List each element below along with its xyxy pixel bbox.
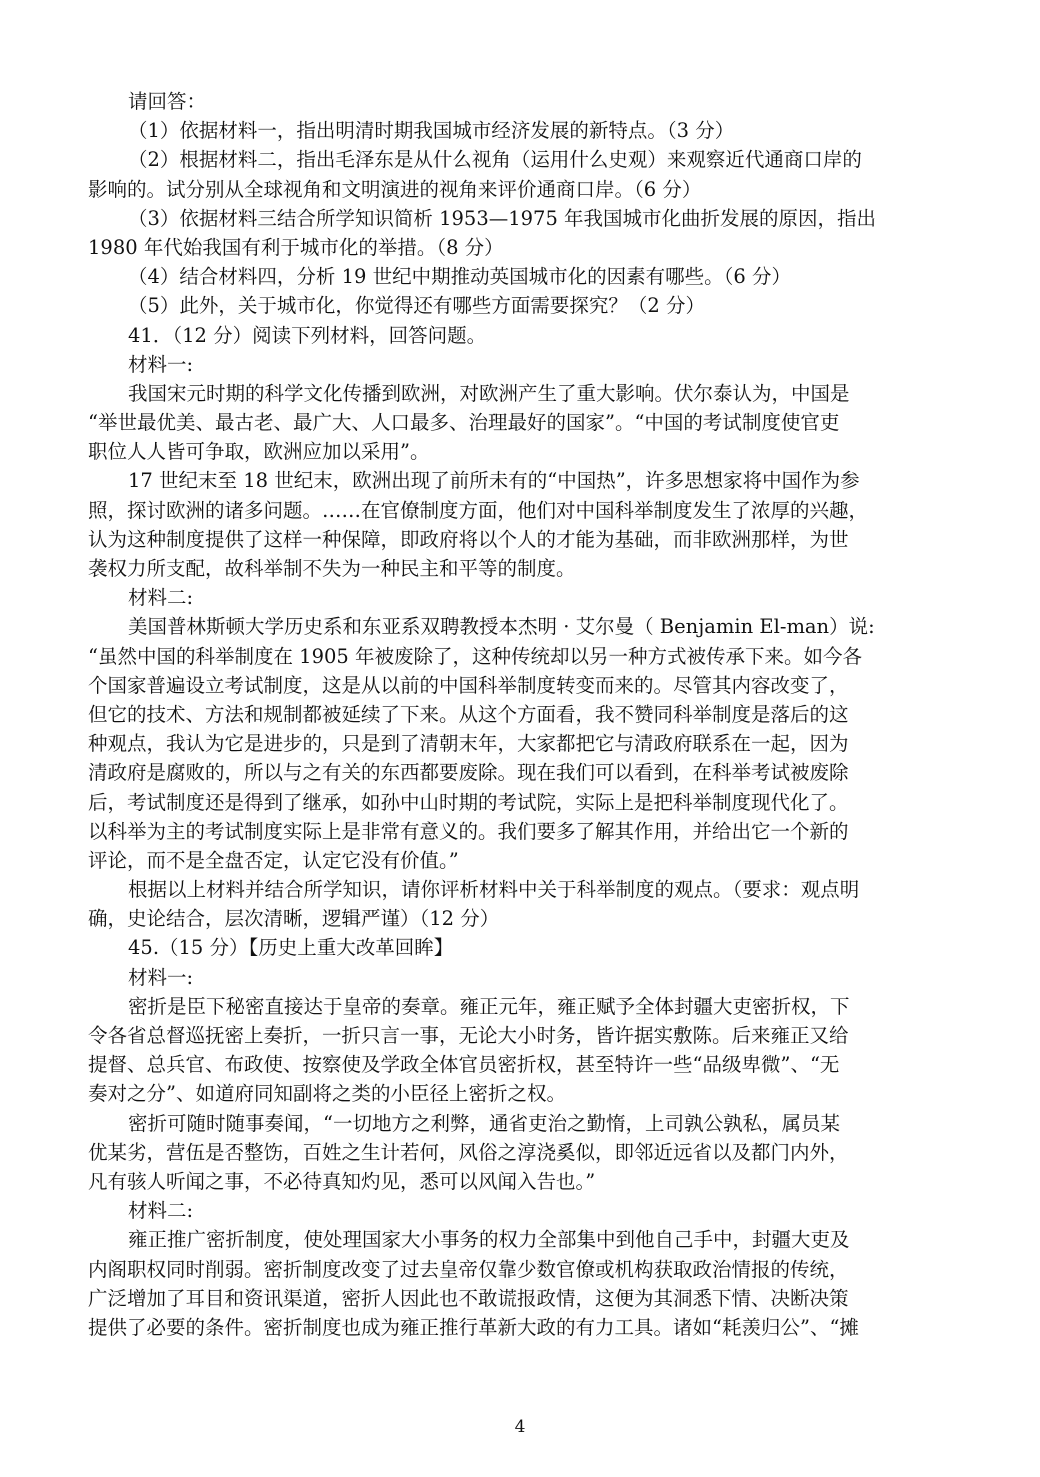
text-line: 令各省总督巡抚密上奏折，一折只言一事，无论大小时务，皆许据实敷陈。后来雍正又给 (88, 1024, 849, 1047)
text-line: 以科举为主的考试制度实际上是非常有意义的。我们要多了解其作用，并给出它一个新的 (88, 819, 849, 843)
text-line: “虽然中国的科举制度在 1905 年被废除了，这种传统却以另一种方式被传承下来。如今各 (88, 644, 862, 668)
text-line: 41．（12 分）阅读下列材料，回答问题。 (128, 323, 487, 347)
text-line: 提督、总兵官、布政使、按察使及学政全体官员密折权，甚至特许一些“品级卑微”、“无 (88, 1053, 840, 1077)
text-line: 评论，而不是全盘否定，认定它没有价值。” (88, 848, 459, 872)
text-line: 材料二: (128, 1199, 194, 1223)
text-line: “举世最优美、最古老、最广大、人口最多、治理最好的国家”。“中国的考试制度使官吏 (88, 411, 840, 435)
text-line: 奏对之分”、如道府同知副将之类的小臣径上密折之权。 (88, 1082, 566, 1106)
text-line: 材料一: (128, 352, 194, 376)
text-line: 凡有骇人听闻之事，不必待真知灼见，悉可以风闻入告也。” (88, 1169, 596, 1193)
text-line: 清政府是腐败的，所以与之有关的东西都要废除。现在我们可以看到，在科举考试被废除 (88, 761, 849, 785)
text-line: 我国宋元时期的科学文化传播到欧洲，对欧洲产生了重大影响。伏尔泰认为，中国是 (128, 381, 850, 405)
text-line: 内阁职权同时削弱。密折制度改变了过去皇帝仅靠少数官僚或机构获取政治情报的传统， (88, 1257, 849, 1281)
text-line: 确，史论结合，层次清晰，逻辑严谨）（12 分） (88, 907, 500, 931)
text-line: 材料一: (128, 965, 194, 989)
text-line: 提供了必要的条件。密折制度也成为雍正推行革新大政的有力工具。诸如“耗羡归公”、“摊 (88, 1315, 859, 1339)
text-line: （2）根据材料二，指出毛泽东是从什么视角（运用什么史观）来观察近代通商口岸的 (128, 148, 862, 172)
text-line: 照，探讨欧洲的诸多问题。……在官僚制度方面，他们对中国科举制度发生了浓厚的兴趣， (88, 498, 869, 522)
text-line: 认为这种制度提供了这样一种保障，即政府将以个人的才能为基础，而非欧洲那样，为世 (88, 527, 849, 551)
text-line: （1）依据材料一，指出明清时期我国城市经济发展的新特点。（3 分） (128, 119, 735, 143)
text-line: （5）此外，关于城市化，你觉得还有哪些方面需要探究？（2 分） (128, 294, 706, 318)
text-line: 广泛增加了耳目和资讯渠道，密折人因此也不敢谎报政情，这便为其洞悉下情、决断决策 (88, 1286, 849, 1310)
page-number: 4 (514, 1417, 526, 1437)
text-line: 种观点，我认为它是进步的，只是到了清朝末年，大家都把它与清政府联系在一起，因为 (88, 732, 849, 756)
text-line: 密折是臣下秘密直接达于皇帝的奏章。雍正元年，雍正赋予全体封疆大吏密折权，下 (128, 994, 850, 1018)
text-line: 袭权力所支配，故科举制不失为一种民主和平等的制度。 (88, 557, 576, 580)
text-line: 美国普林斯顿大学历史系和东亚系双聘教授本杰明 · 艾尔曼（ Benjamin El-man）说: (128, 615, 875, 639)
text-line: 1980 年代始我国有利于城市化的举措。（8 分） (88, 235, 504, 259)
text-line: 根据以上材料并结合所学知识，请你评析材料中关于科举制度的观点。（要求：观点明 (128, 878, 860, 902)
document-body (88, 87, 954, 1342)
text-line: 密折可随时随事奏闻，“一切地方之利弊，通省吏治之勤惰，上司孰公孰私，属员某 (128, 1111, 840, 1135)
text-line: 个国家普遍设立考试制度，这是从以前的中国科举制度转变而来的。尽管其内容改变了， (88, 673, 849, 697)
text-line: 后，考试制度还是得到了继承，如孙中山时期的考试院，实际上是把科举制度现代化了。 (88, 790, 849, 814)
text-line: 但它的技术、方法和规制都被延续了下来。从这个方面看，我不赞同科举制度是落后的这 (88, 702, 849, 726)
text-line: （3）依据材料三结合所学知识简析 1953—1975 年我国城市化曲折发展的原因，指出 (128, 206, 877, 230)
text-line: 17 世纪末至 18 世纪末，欧洲出现了前所未有的“中国热”，许多思想家将中国作为参 (128, 469, 860, 493)
text-line: 45.（15 分）【历史上重大改革回眸】 (128, 936, 454, 960)
text-line: 雍正推广密折制度，使处理国家大小事务的权力全部集中到他自己手中，封疆大吏及 (128, 1228, 850, 1252)
text-line: 优某劣，营伍是否整饬，百姓之生计若何，风俗之淳浇奚似，即邻近远省以及都门内外， (88, 1140, 849, 1164)
text-line: 职位人人皆可争取，欧洲应加以采用”。 (88, 440, 430, 464)
text-line: （4）结合材料四，分析 19 世纪中期推动英国城市化的因素有哪些。（6 分） (128, 265, 791, 289)
text-line: 影响的。试分别从全球视角和文明演进的视角来评价通商口岸。（6 分） (88, 177, 702, 201)
text-line: 请回答： (128, 90, 207, 113)
text-line: 材料二: (128, 586, 194, 610)
